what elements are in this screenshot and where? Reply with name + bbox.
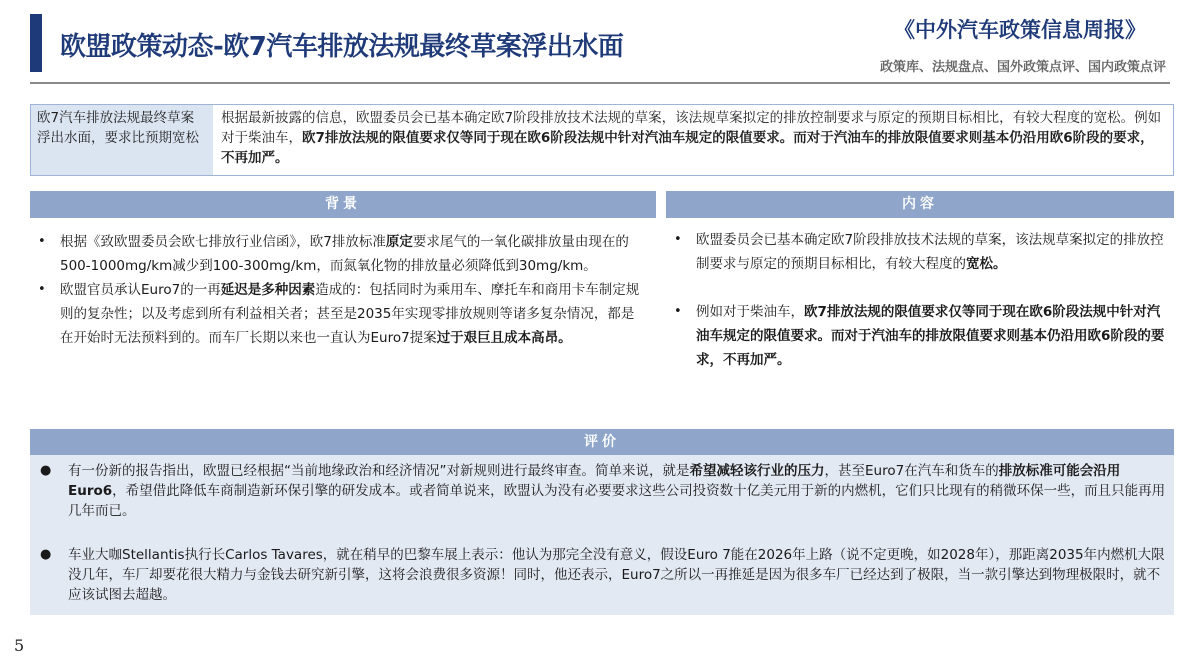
summary-text-plain: 根据最新披露的信息，欧盟委员会已基本确定欧7阶段排放技术法规的草案，该法规草案拟定的排放控制要求与原定的预期目标相比，有较大程度的宽松。例如对于柴油车， xyxy=(221,110,1162,146)
bullet-icon: ● xyxy=(40,547,52,562)
bullet-icon: • xyxy=(674,304,682,319)
list-item: • 例如对于柴油车，欧7排放法规的限值要求仅等同于现在欧6阶段法规中针对汽油车规定的限值要求。而对于汽油车的排放限值要求则基本仍沿用欧6阶段的要求，不再加严。 xyxy=(666,300,1172,372)
background-heading: 背景 xyxy=(30,191,656,218)
summary-text-bold: 欧7排放法规的限值要求仅等同于现在欧6阶段法规中针对汽油车规定的限值要求。而对于汽油车的排放限值要求则基本仍沿用欧6阶段的要求，不再加严。 xyxy=(221,130,1154,166)
summary-text xyxy=(213,105,1173,175)
bullet-icon: ● xyxy=(40,463,52,478)
evaluation-heading: 评价 xyxy=(30,429,1174,455)
title-accent-bar xyxy=(30,14,42,72)
content-list xyxy=(666,228,1172,372)
list-item: • 根据《致欧盟委员会欧七排放行业信函》，欧7排放标准原定要求尾气的一氧化碳排放量由现在的500-1000mg/km减少到100-300mg/km，而氮氧化物的排放量必须降低到30mg/km。 xyxy=(30,230,645,278)
summary-label: 欧7汽车排放法规最终草案浮出水面，要求比预期宽松 xyxy=(31,105,213,175)
list-item: • 欧盟委员会已基本确定欧7阶段排放技术法规的草案，该法规草案拟定的排放控制要求与原定的预期目标相比，有较大程度的宽松。 xyxy=(666,228,1172,276)
list-item: • 欧盟官员承认Euro7的一再延迟是多种因素造成的：包括同时为乘用车、摩托车和商用卡车制定规则的复杂性；以及考虑到所有利益相关者；甚至是2035年实现零排放规则等诸多复杂情况，都是在开始时无法预料到的。而车厂长期以来也一直认为Euro7提案过于艰巨且成本高昂。 xyxy=(30,278,645,350)
bullet-icon: • xyxy=(674,232,682,247)
bullet-icon: • xyxy=(38,282,46,297)
summary-box xyxy=(30,104,1174,176)
publication-title: 《中外汽车政策信息周报》 xyxy=(894,18,1146,42)
header-divider xyxy=(30,82,1170,84)
evaluation-box xyxy=(30,455,1174,615)
page-title: 欧盟政策动态-欧7汽车排放法规最终草案浮出水面 xyxy=(60,32,624,62)
bullet-icon: • xyxy=(38,234,46,249)
evaluation-item: ● 车业大咖Stellantis执行长Carlos Tavares，就在稍早的巴黎车展上表示：他认为那完全没有意义，假设Euro 7能在2026年上路（说不定更晚，如2028年），那距离2035年内燃机大限没几年，车厂却要花很大精力与金钱去研究新引擎，这将会浪费很多资源！同时，他还表示，Euro7之所以一再推延是因为很多车厂已经达到了极限，当一款引擎达到物理极限时，就不应该试图去超越。 xyxy=(40,547,1165,603)
background-list xyxy=(30,230,645,350)
publication-subtitle: 政策库、法规盘点、国外政策点评、国内政策点评 xyxy=(879,60,1166,75)
page-number: 5 xyxy=(14,636,25,655)
content-heading: 内容 xyxy=(666,191,1174,218)
evaluation-item: ● 有一份新的报告指出，欧盟已经根据“当前地缘政治和经济情况”对新规则进行最终审查。简单来说，就是希望减轻该行业的压力，甚至Euro7在汽车和货车的排放标准可能会沿用Euro6，希望借此降低车商制造新环保引擎的研发成本。或者简单说来，欧盟认为没有必要要求这些公司投资数十亿美元用于新的内燃机，它们只比现有的稍微环保一些，而且只能再用几年而已。 xyxy=(40,463,1166,519)
